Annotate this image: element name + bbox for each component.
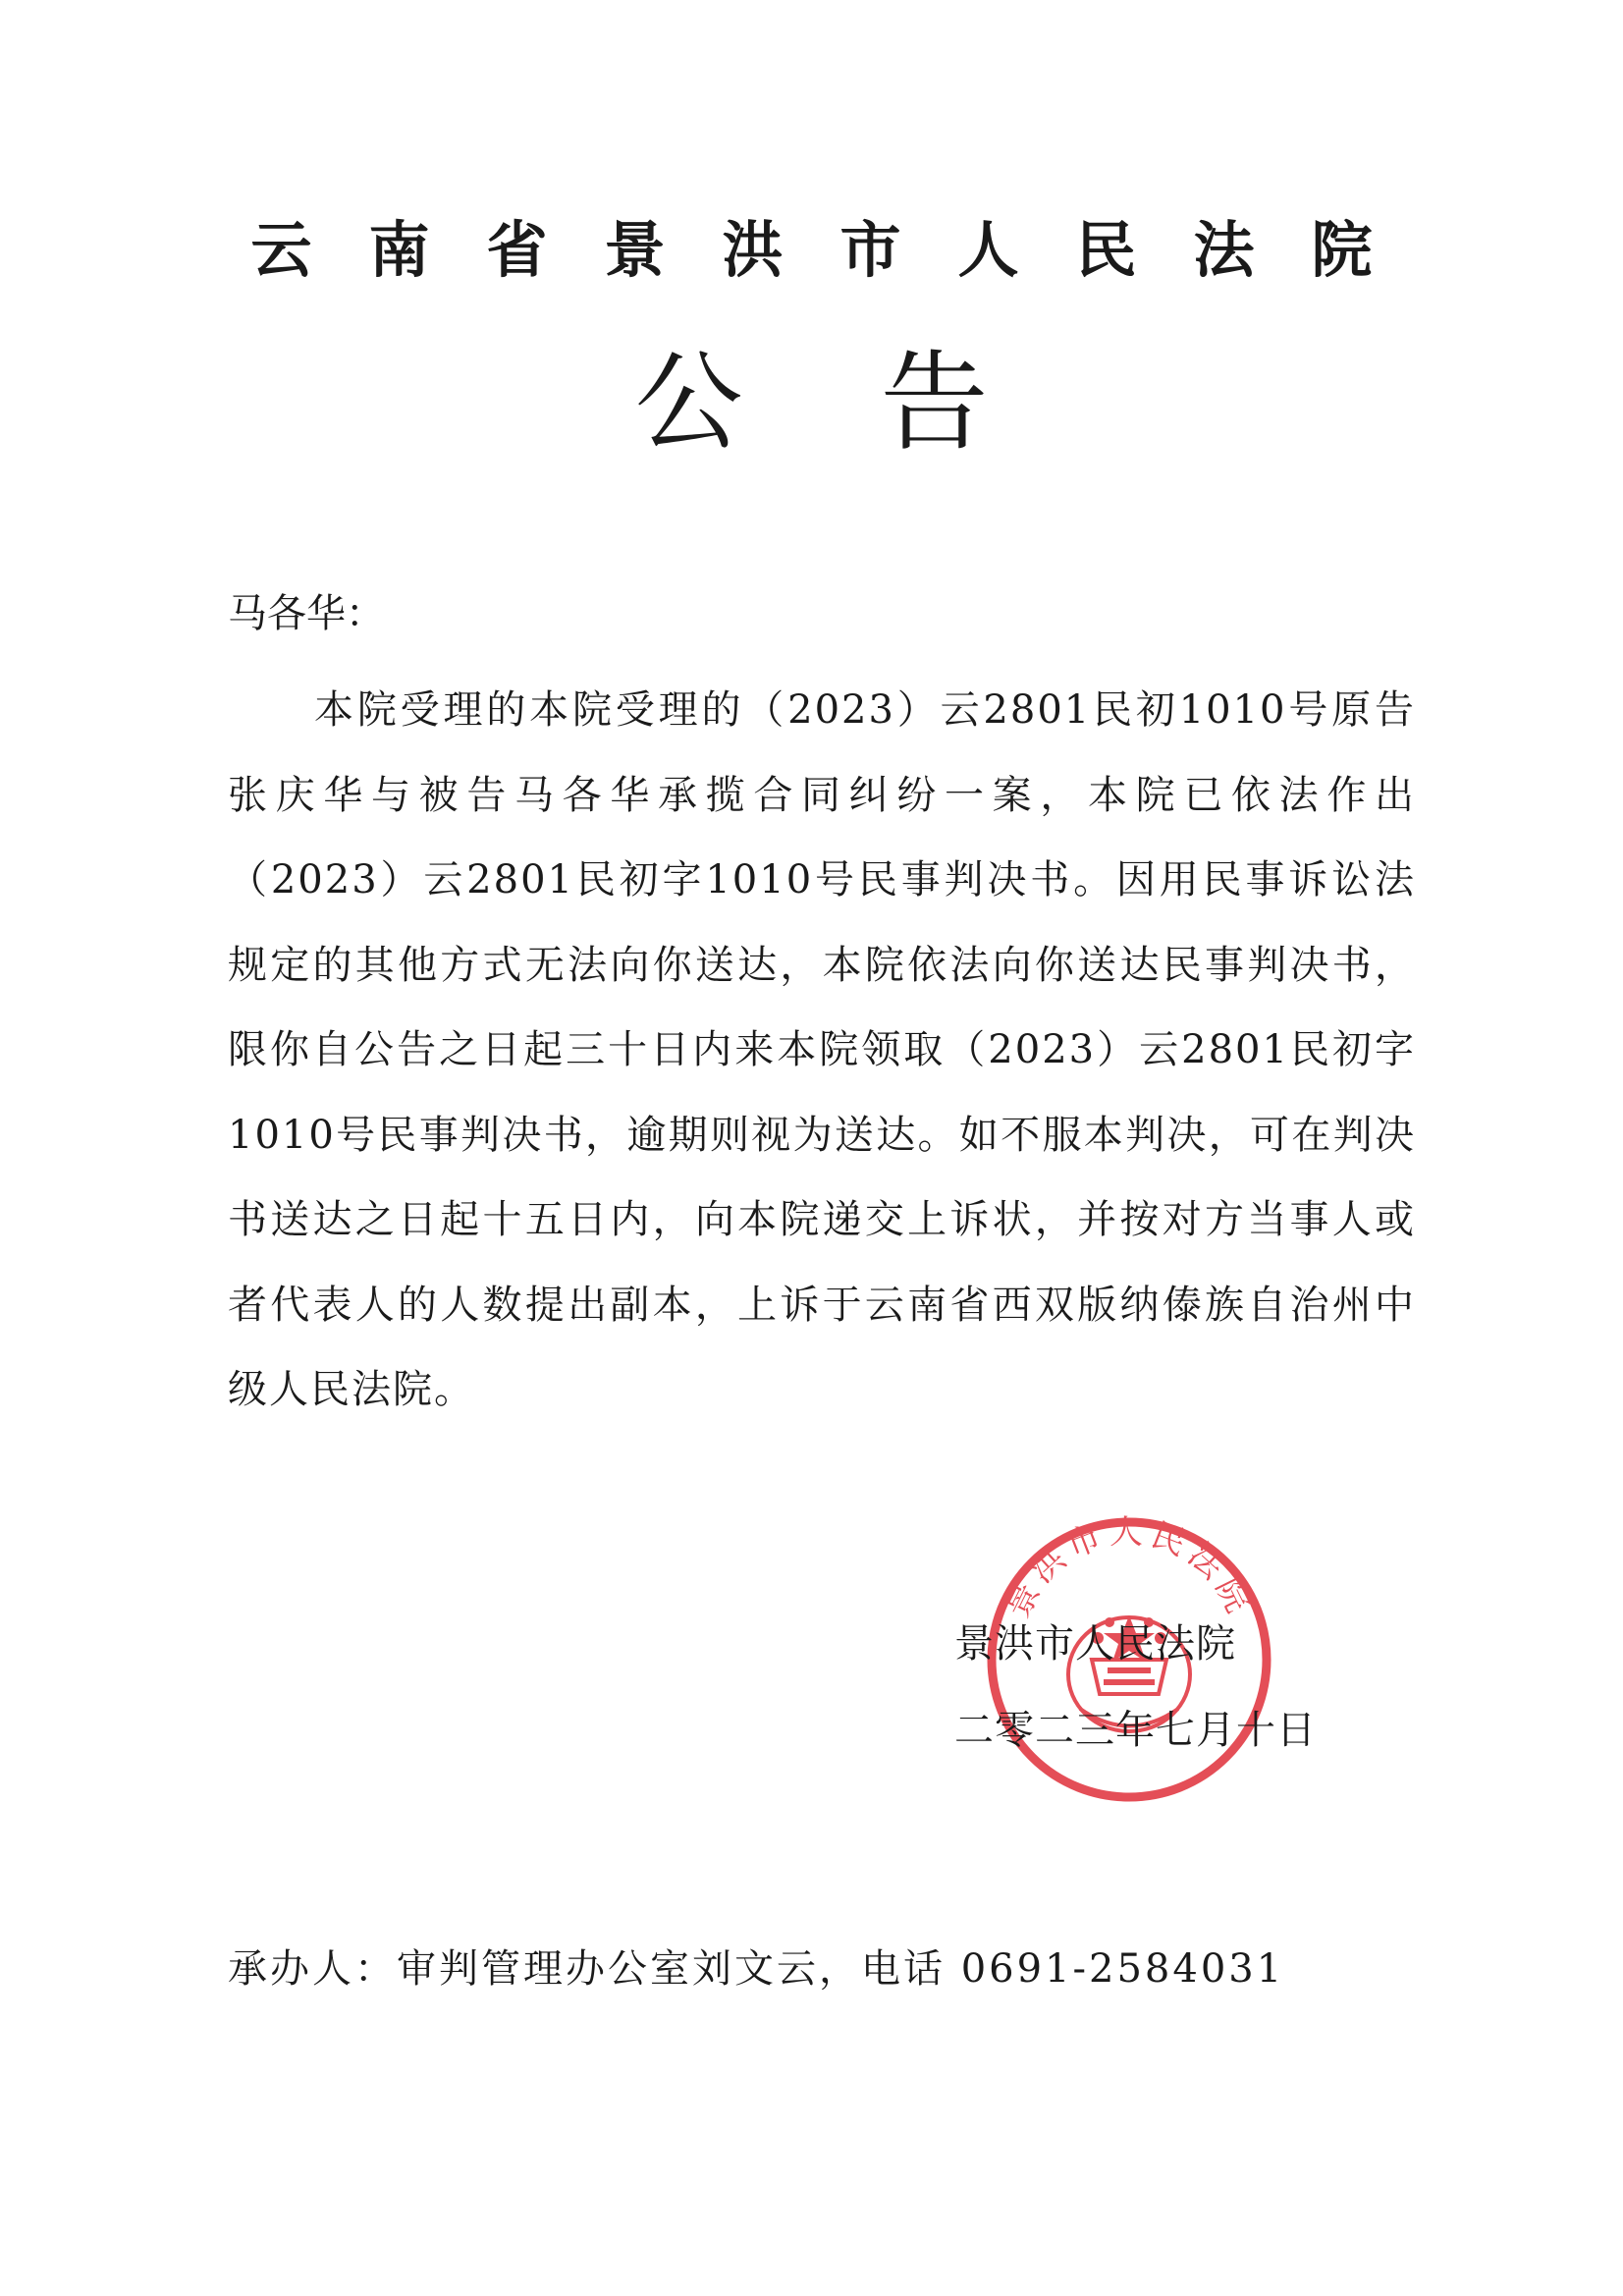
signature-court: 景洪市人民法院 — [954, 1621, 1236, 1667]
seal-text: 景洪市人民法院 — [998, 1512, 1261, 1624]
recipient-line: 马各华： — [228, 591, 385, 636]
signature-date: 二零二三年七月十日 — [954, 1708, 1317, 1753]
notice-body: 本院受理的本院受理的（2023）云2801民初1010号原告张庆华与被告马各华承揽合同纠纷一案，本院已依法作出（2023）云2801民初字1010号民事判决书。因用民事诉讼法规定的其他方式无法向你送达，本院依法向你送达民事判决书，限你自公告之日起三十日内来本院领取（2023）云2801民初字1010号民事判决书，逾期则视为送达。如不服本判决，可在判决书送达之日起十五日内，向本院递交上诉状，并按对方当事人或者代表人的人数提出副本，上诉于云南省西双版纳傣族自治州中级人民法院。 — [228, 687, 1416, 1412]
court-name-heading: 云南省景洪市人民法院 — [250, 214, 1430, 286]
signature-block — [954, 1601, 1317, 1774]
notice-title: 公告 — [634, 340, 1126, 465]
contact-line: 承办人：审判管理办公室刘文云，电话 0691-2584031 — [228, 1946, 1285, 1992]
